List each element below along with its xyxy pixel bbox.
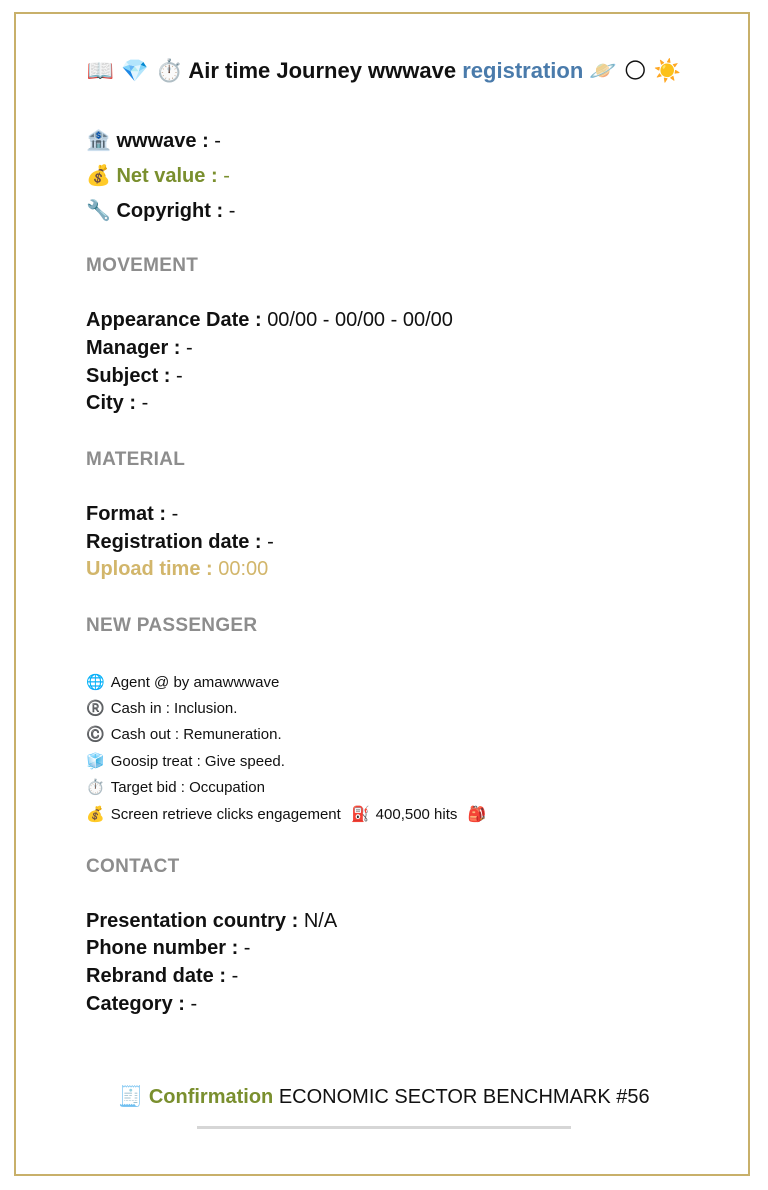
format-row <box>86 503 178 526</box>
page-title <box>0 58 768 84</box>
phone-number-row <box>86 937 250 960</box>
list-item-text: Target bid : Occupation <box>110 779 265 796</box>
list-item <box>86 778 265 796</box>
appearance-date-value: 00/00 - 00/00 - 00/00 <box>267 309 453 331</box>
title-text: Air time Journey wwwave <box>188 58 457 83</box>
list-item-text: Screen retrieve clicks engagement <box>110 806 341 823</box>
appearance-date-row <box>86 309 453 332</box>
backpack-icon: 🎒 <box>467 805 487 823</box>
title-lead-emoji-icons: 📖 💎 ⏱️ <box>86 59 184 84</box>
subject-label: Subject : <box>86 365 171 387</box>
hits-count: 400,500 hits <box>375 806 458 823</box>
copyright-row <box>86 198 235 223</box>
phone-number-label: Phone number : <box>86 937 239 959</box>
subject-value: - <box>176 365 183 387</box>
contact-heading: CONTACT <box>86 856 180 877</box>
wwwave-row <box>86 128 221 153</box>
copyright-icon: ©️ <box>86 725 105 743</box>
footer-text: ECONOMIC SECTOR BENCHMARK #56 <box>278 1086 650 1108</box>
format-value: - <box>171 503 179 525</box>
list-item <box>86 752 285 770</box>
registration-date-row <box>86 531 274 554</box>
receipt-icon: 🧾 <box>118 1084 144 1108</box>
rebrand-date-value: - <box>231 965 239 987</box>
presentation-country-value: N/A <box>303 910 338 932</box>
presentation-country-label: Presentation country : <box>86 910 299 932</box>
city-value: - <box>141 392 149 414</box>
stopwatch-icon: ⏱️ <box>86 778 105 796</box>
ice-cube-icon: 🧊 <box>86 752 105 770</box>
presentation-country-row <box>86 910 337 933</box>
net-value-row <box>86 163 230 188</box>
new-passenger-heading: NEW PASSENGER <box>86 615 258 636</box>
net-value-label: Net value : <box>116 165 218 187</box>
copyright-value: - <box>228 200 236 222</box>
category-value: - <box>190 993 198 1015</box>
registered-icon: ®️ <box>86 699 105 717</box>
money-bag-icon: 💰 <box>86 805 105 823</box>
copyright-label: Copyright : <box>116 200 224 222</box>
footer-accent: Confirmation <box>148 1086 274 1108</box>
phone-number-value: - <box>243 937 251 959</box>
list-item <box>86 673 279 691</box>
title-accent: registration <box>462 58 584 83</box>
manager-row <box>86 337 193 360</box>
upload-time-label: Upload time : <box>86 558 213 580</box>
upload-time-row <box>86 558 268 581</box>
material-heading: MATERIAL <box>86 449 186 470</box>
category-label: Category : <box>86 993 185 1015</box>
list-item-text: Cash out : Remuneration. <box>110 726 282 743</box>
list-item <box>86 699 237 717</box>
net-value-value: - <box>223 165 230 187</box>
list-item-text: Cash in : Inclusion. <box>110 700 238 717</box>
money-bag-icon: 💰 <box>86 163 111 187</box>
movement-heading: MOVEMENT <box>86 255 199 276</box>
tool-icon: 🔧 <box>86 198 111 222</box>
manager-value: - <box>186 337 193 359</box>
footer-divider <box>197 1126 571 1129</box>
list-item <box>86 725 282 743</box>
format-label: Format : <box>86 503 166 525</box>
manager-label: Manager : <box>86 337 181 359</box>
registration-date-label: Registration date : <box>86 531 262 553</box>
rebrand-date-label: Rebrand date : <box>86 965 227 987</box>
upload-time-value: 00:00 <box>218 558 269 580</box>
fuel-pump-icon: ⛽ <box>350 805 370 823</box>
city-row <box>86 392 148 415</box>
category-row <box>86 993 197 1016</box>
list-item-text: Goosip treat : Give speed. <box>110 753 285 770</box>
globe-icon: 🌐 <box>86 673 105 691</box>
list-item <box>86 805 492 823</box>
footer <box>0 1084 768 1109</box>
wwwave-label: wwwave : <box>116 130 209 152</box>
registration-date-value: - <box>267 531 274 553</box>
wwwave-value: - <box>214 130 221 152</box>
rebrand-date-row <box>86 965 238 988</box>
bank-icon: 🏦 <box>86 128 111 152</box>
list-item-text: Agent @ by amawwwave <box>110 674 280 691</box>
city-label: City : <box>86 392 136 414</box>
title-trail-emoji-icons: 🪐 🌕 ☀️ <box>589 59 682 84</box>
subject-row <box>86 365 183 388</box>
appearance-date-label: Appearance Date : <box>86 309 262 331</box>
